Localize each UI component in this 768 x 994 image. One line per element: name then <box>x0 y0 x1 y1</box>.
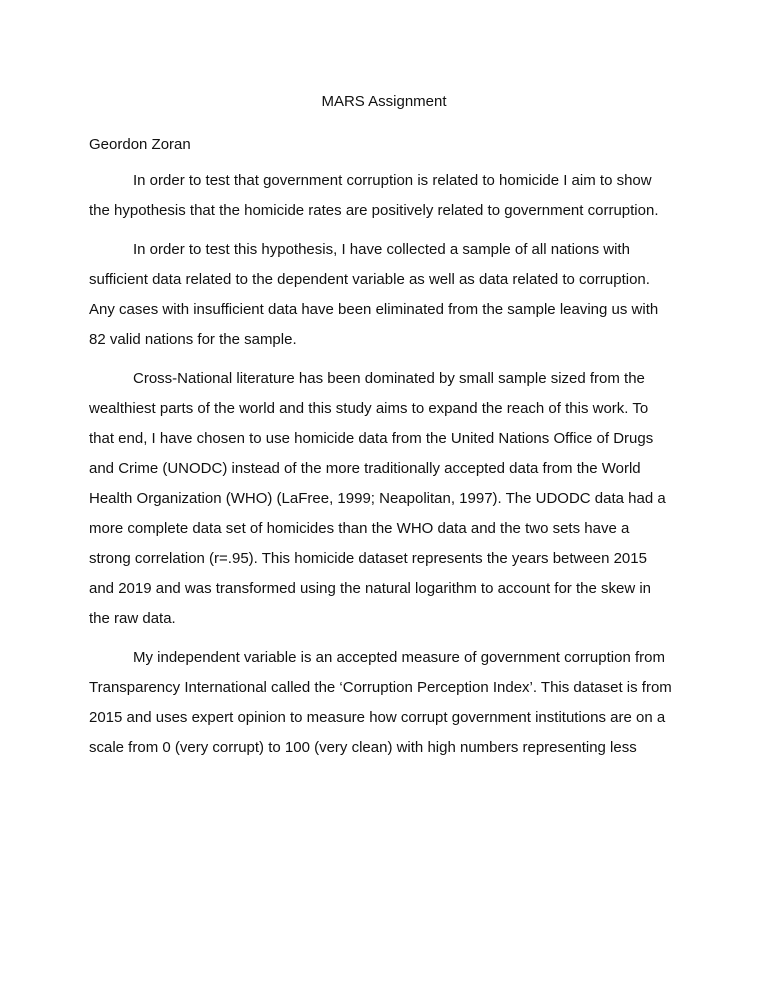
text-line: wealthiest parts of the world and this study aims to expand the reach of this work. To <box>89 400 649 417</box>
text-line: Transparency International called the ‘Corruption Perception Index’. This dataset is from <box>89 679 672 696</box>
text-line: 82 valid nations for the sample. <box>89 331 297 348</box>
text-line: Health Organization (WHO) (LaFree, 1999; Neapolitan, 1997). The UDODC data had a <box>89 490 666 507</box>
text-line: My independent variable is an accepted measure of government corruption from <box>133 649 665 666</box>
text-line: and Crime (UNODC) instead of the more traditionally accepted data from the World <box>89 460 641 477</box>
text-line: more complete data set of homicides than the WHO data and the two sets have a <box>89 520 630 537</box>
author-name: Geordon Zoran <box>89 136 191 153</box>
text-line: Cross-National literature has been dominated by small sample sized from the <box>133 370 645 387</box>
text-line: scale from 0 (very corrupt) to 100 (very clean) with high numbers representing less <box>89 739 637 756</box>
text-line: strong correlation (r=.95). This homicide dataset represents the years between 2015 <box>89 550 647 567</box>
paragraph-homicide-data <box>89 364 689 634</box>
text-line: the raw data. <box>89 610 176 627</box>
paragraph-independent-variable <box>89 643 689 763</box>
text-line: In order to test this hypothesis, I have collected a sample of all nations with <box>133 241 630 258</box>
text-line: 2015 and uses expert opinion to measure how corrupt government institutions are on a <box>89 709 666 726</box>
paragraph-hypothesis <box>89 166 689 226</box>
text-line: and 2019 and was transformed using the natural logarithm to account for the skew in <box>89 580 651 597</box>
text-line: the hypothesis that the homicide rates are positively related to government corruption. <box>89 202 659 219</box>
document-body <box>89 166 689 772</box>
paragraph-sample <box>89 235 689 355</box>
text-line: In order to test that government corruption is related to homicide I aim to show <box>133 172 652 189</box>
text-line: sufficient data related to the dependent variable as well as data related to corruption. <box>89 271 650 288</box>
document-title: MARS Assignment <box>321 93 447 110</box>
text-line: Any cases with insufficient data have been eliminated from the sample leaving us with <box>89 301 659 318</box>
text-line: that end, I have chosen to use homicide data from the United Nations Office of Drugs <box>89 430 654 447</box>
